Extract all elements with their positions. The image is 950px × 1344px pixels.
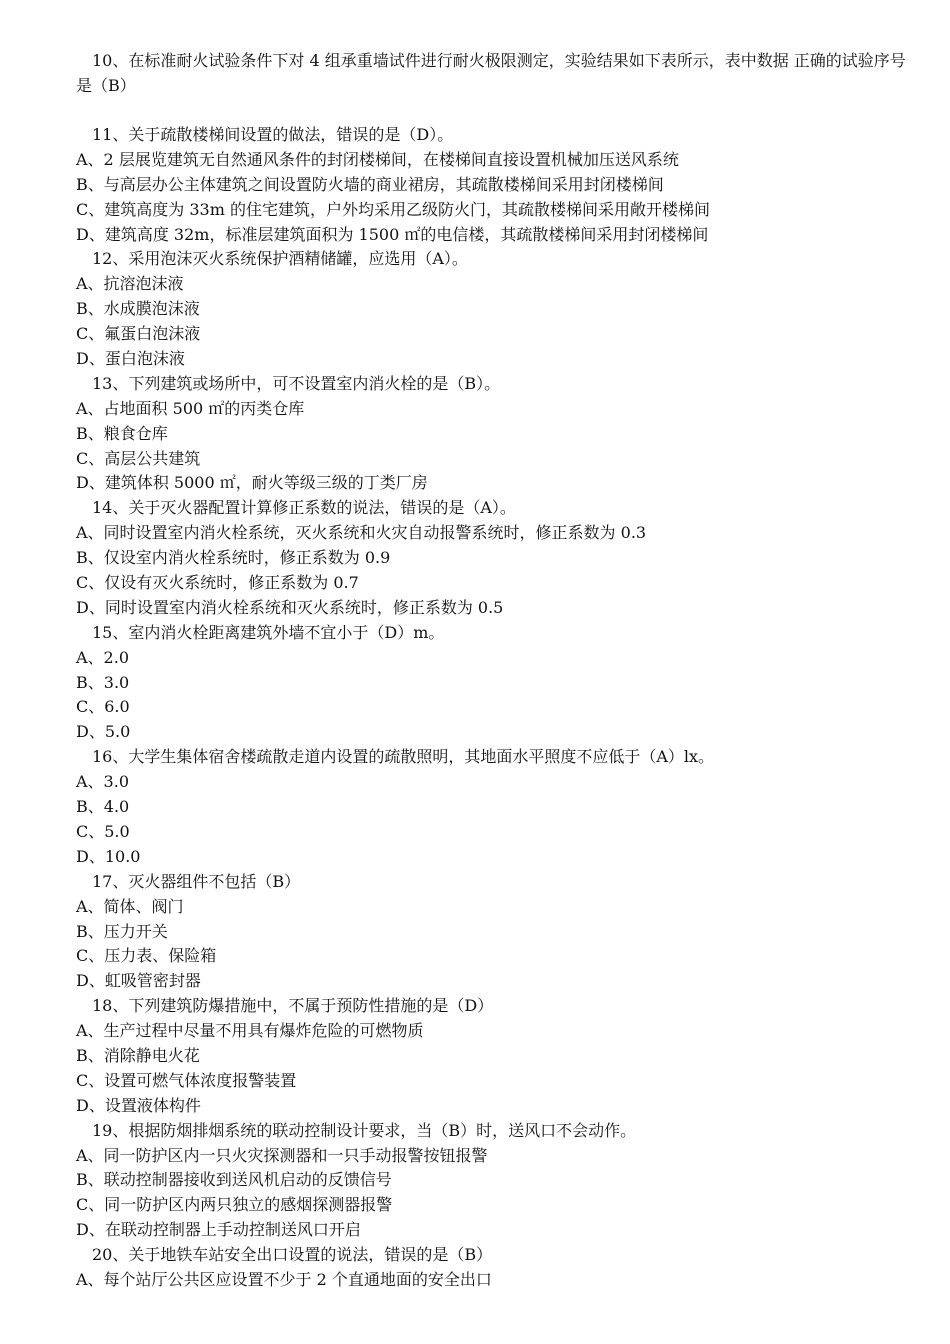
answer-option: C、5.0 xyxy=(76,821,130,841)
question-stem: 15、室内消火栓距离建筑外墙不宜小于（D）m。 xyxy=(92,622,445,642)
answer-option: C、高层公共建筑 xyxy=(76,448,201,468)
question-10-paragraph: 10、在标准耐火试验条件下对 4 组承重墙试件进行耐火极限测定，实验结果如下表所示，表中数据 正确的试验序号是（B） xyxy=(76,51,906,95)
question-stem: 16、大学生集体宿舍楼疏散走道内设置的疏散照明，其地面水平照度不应低于（A）lx。 xyxy=(92,747,715,767)
answer-option: B、粮食仓库 xyxy=(76,423,168,443)
question-stem: 18、下列建筑防爆措施中，不属于预防性措施的是（D） xyxy=(92,996,494,1016)
answer-option: C、6.0 xyxy=(76,697,130,717)
question-list xyxy=(76,123,910,1293)
answer-option: A、简体、阀门 xyxy=(76,896,184,916)
answer-option: B、水成膜泡沫液 xyxy=(76,299,200,319)
answer-option: D、建筑体积 5000 ㎡，耐火等级三级的丁类厂房 xyxy=(76,473,428,493)
paragraph-gap xyxy=(76,98,910,123)
question-stem: 17、灭火器组件不包括（B） xyxy=(92,871,301,891)
answer-option: A、3.0 xyxy=(76,772,130,792)
answer-option: C、仅设有灭火系统时，修正系数为 0.7 xyxy=(76,573,359,593)
answer-option: D、在联动控制器上手动控制送风口开启 xyxy=(76,1220,361,1240)
answer-option: A、抗溶泡沫液 xyxy=(76,274,184,294)
document-body xyxy=(76,48,910,1293)
question-stem: 13、下列建筑或场所中，可不设置室内消火栓的是（B）。 xyxy=(92,373,501,393)
answer-option: D、蛋白泡沫液 xyxy=(76,349,185,369)
question-stem: 20、关于地铁车站安全出口设置的说法，错误的是（B） xyxy=(92,1245,493,1265)
answer-option: A、占地面积 500 ㎡的丙类仓库 xyxy=(76,398,305,418)
question-stem: 12、采用泡沫灭火系统保护酒精储罐，应选用（A）。 xyxy=(92,249,468,269)
answer-option: B、与高层办公主体建筑之间设置防火墙的商业裙房，其疏散楼梯间采用封闭楼梯间 xyxy=(76,174,664,194)
answer-option: D、10.0 xyxy=(76,846,141,866)
answer-option: B、压力开关 xyxy=(76,921,168,941)
answer-option: A、同一防护区内一只火灾探测器和一只手动报警按钮报警 xyxy=(76,1145,488,1165)
answer-option: C、氟蛋白泡沫液 xyxy=(76,324,201,344)
answer-option: D、同时设置室内消火栓系统和灭火系统时，修正系数为 0.5 xyxy=(76,597,504,617)
question-stem: 19、根据防烟排烟系统的联动控制设计要求，当（B）时，送风口不会动作。 xyxy=(92,1120,637,1140)
answer-option: C、设置可燃气体浓度报警装置 xyxy=(76,1070,297,1090)
answer-option: A、生产过程中尽量不用具有爆炸危险的可燃物质 xyxy=(76,1021,424,1041)
answer-option: C、同一防护区内两只独立的感烟探测器报警 xyxy=(76,1195,393,1215)
answer-option: D、5.0 xyxy=(76,722,131,742)
answer-option: B、4.0 xyxy=(76,797,130,817)
answer-option: D、建筑高度 32m，标准层建筑面积为 1500 ㎡的电信楼，其疏散楼梯间采用封闭楼梯间 xyxy=(76,224,709,244)
answer-option: B、联动控制器接收到送风机启动的反馈信号 xyxy=(76,1170,392,1190)
answer-option: B、消除静电火花 xyxy=(76,1045,200,1065)
answer-option: A、每个站厅公共区应设置不少于 2 个直通地面的安全出口 xyxy=(76,1269,492,1289)
answer-option: B、3.0 xyxy=(76,672,130,692)
answer-option: D、虹吸管密封器 xyxy=(76,971,201,991)
question-stem: 11、关于疏散楼梯间设置的做法，错误的是（D）。 xyxy=(92,125,454,144)
answer-option: C、压力表、保险箱 xyxy=(76,946,217,966)
answer-option: A、同时设置室内消火栓系统，灭火系统和火灾自动报警系统时，修正系数为 0.3 xyxy=(76,523,647,543)
answer-option: A、2.0 xyxy=(76,647,130,667)
answer-option: C、建筑高度为 33m 的住宅建筑，户外均采用乙级防火门，其疏散楼梯间采用敞开楼梯间 xyxy=(76,199,710,219)
answer-option: A、2 层展览建筑无自然通风条件的封闭楼梯间，在楼梯间直接设置机械加压送风系统 xyxy=(76,149,679,169)
answer-option: D、设置液体构件 xyxy=(76,1095,201,1115)
question-stem: 14、关于灭火器配置计算修正系数的说法，错误的是（A）。 xyxy=(92,498,516,518)
answer-option: B、仅设室内消火栓系统时，修正系数为 0.9 xyxy=(76,548,391,568)
